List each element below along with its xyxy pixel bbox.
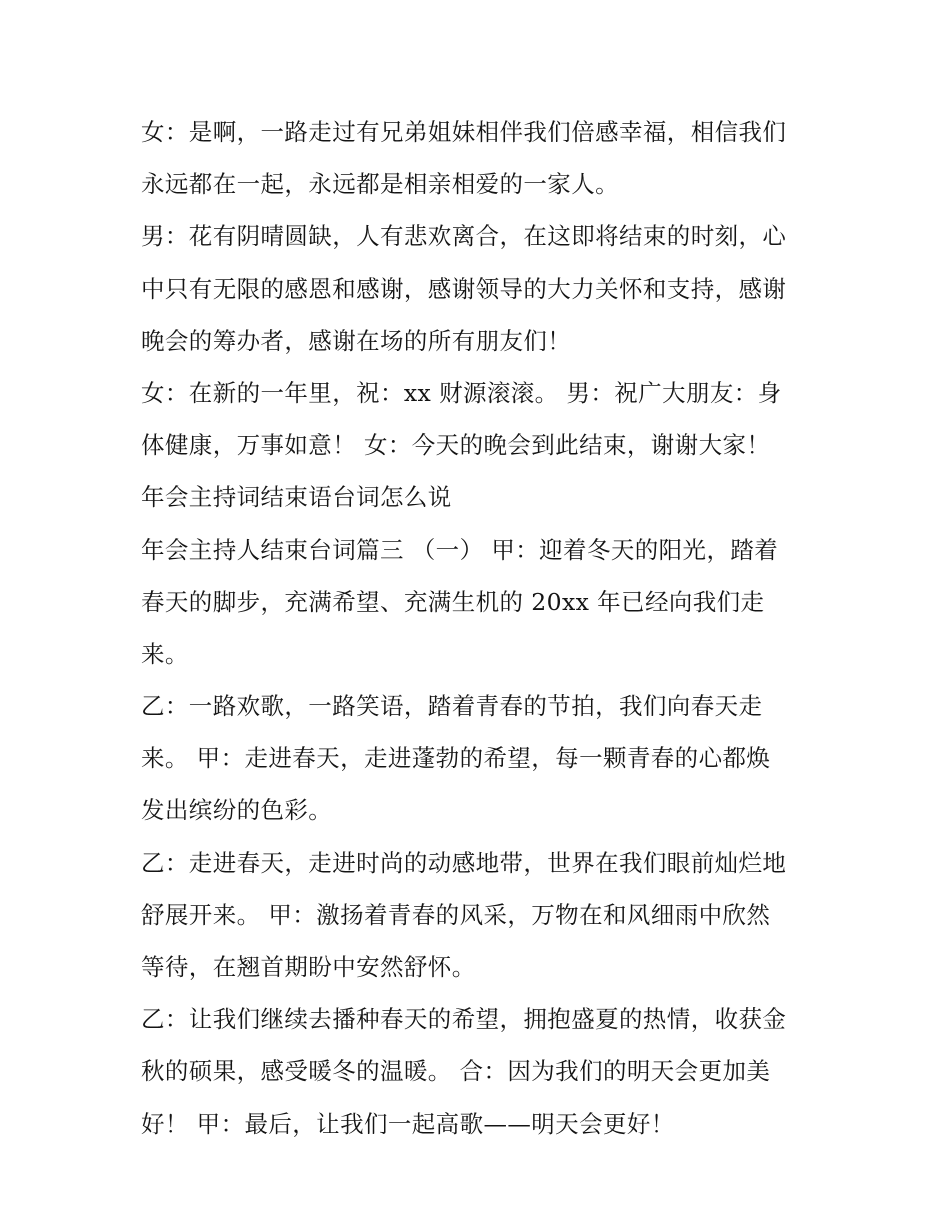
text-line: 年会主持人结束台词篇三 （一） 甲：迎着冬天的阳光，踏着 [141, 535, 779, 564]
text-line: 来。 甲：走进春天，走进蓬勃的希望，每一颗青春的心都焕 [141, 744, 771, 773]
text-line: 永远都在一起，永远都是相亲相爱的一家人。 [141, 170, 619, 199]
text-line: 中只有无限的感恩和感谢，感谢领导的大力关怀和支持，感谢 [141, 274, 787, 303]
text-line: 男：花有阴晴圆缺，人有悲欢离合，在这即将结束的时刻，心 [141, 222, 787, 251]
text-line: 春天的脚步，充满希望、充满生机的 20xx 年已经向我们走 [141, 587, 765, 616]
text-line: 女：是啊，一路走过有兄弟姐妹相伴我们倍感幸福，相信我们 [141, 118, 787, 146]
text-line: 来。 [141, 639, 189, 668]
text-line: 乙：让我们继续去播种春天的希望，拥抱盛夏的热情，收获金 [141, 1005, 787, 1034]
text-line: 好！ 甲：最后，让我们一起高歌——明天会更好！ [141, 1109, 675, 1138]
text-line: 乙：一路欢歌，一路笑语，踏着青春的节拍，我们向春天走 [141, 692, 763, 721]
text-line: 乙：走进春天，走进时尚的动感地带，世界在我们眼前灿烂地 [141, 848, 787, 877]
text-line: 体健康，万事如意！ 女：今天的晚会到此结束，谢谢大家！ [141, 431, 771, 460]
section-heading: 年会主持词结束语台词怎么说 [141, 483, 452, 512]
text-line: 等待，在翘首期盼中安然舒怀。 [141, 953, 476, 981]
document-body [141, 106, 821, 1150]
text-line: 发出缤纷的色彩。 [141, 796, 333, 825]
text-line: 舒展开来。 甲：激扬着青春的风采，万物在和风细雨中欣然 [141, 900, 771, 929]
text-line: 女：在新的一年里，祝：xx 财源滚滚。 男：祝广大朋友：身 [141, 378, 782, 407]
text-line: 晚会的筹办者，感谢在场的所有朋友们！ [141, 326, 572, 355]
text-line: 秋的硕果，感受暖冬的温暖。 合：因为我们的明天会更加美 [141, 1057, 771, 1086]
